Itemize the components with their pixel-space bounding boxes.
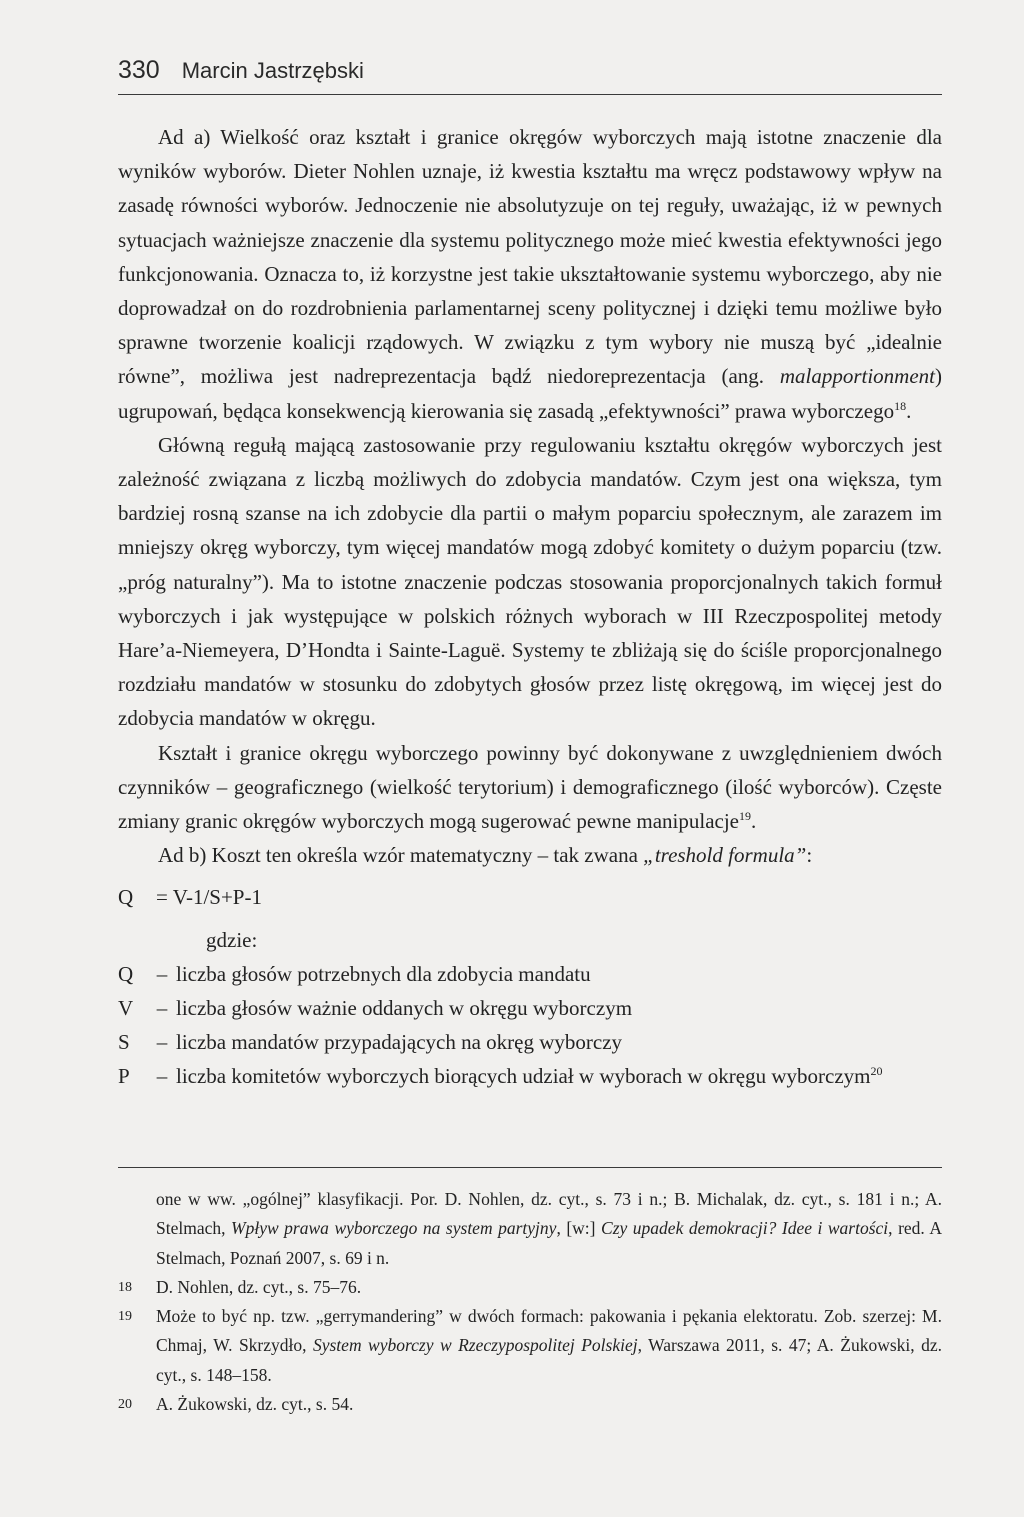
- footnote-ref-20[interactable]: 20: [870, 1064, 883, 1079]
- main-text: [118, 120, 942, 1094]
- footnote-ref-18[interactable]: 18: [894, 398, 907, 413]
- definition-p: P – liczba komitetów wyborczych biorących udział w wyborach w okręgu wyborczym$^{20}$: [118, 1064, 883, 1089]
- paragraph-ksztalt-granice: Kształt i granice okręgu wyborczego powinny być dokonywane z uwzględnieniem dwóch czynników – geograficznego (wielkość terytorium) i demograficznego (ilość wyborców). Częste zmiany granic okręgów wyborczych mogą sugerować pewne manipulacje$^{19}$.: [118, 740, 942, 834]
- formula-where: gdzie:: [206, 927, 258, 952]
- formula-lhs: Q: [118, 885, 134, 910]
- footnote-rule: [118, 1167, 942, 1168]
- paragraph-ad-a: Ad a) Wielkość oraz kształt i granice okręgów wyborczych mają istotne znaczenie dla wyników wyborów. Dieter Nohlen uznaje, iż kwestia kształtu ma wręcz podstawowy wpływ na zasadę równości wyborów. Jednoczenie nie absolutyzuje on tej reguły, uważając, iż w pewnych sytuacjach ważniejsze znaczenie dla systemu politycznego może mieć kwestia efektywności jego funkcjonowania. Oznacza to, iż korzystne jest takie ukształtowanie systemu wyborczego, aby nie doprowadzał on do rozdrobnienia parlamentarnej sceny politycznej i dzięki temu możliwe było sprawne tworzenie koalicji rządowych. W związku z tym wybory nie muszą być „idealnie równe”, możliwa jest nadreprezentacja bądź niedoreprezentacja (ang. malapportionment) ugrupowań, będąca konsekwencją kierowania się zasadą „efektywności” prawa wyborczego$^{18}$.: [118, 125, 942, 423]
- running-head: [118, 56, 942, 85]
- definition-v: V – liczba głosów ważnie oddanych w okręgu wyborczym: [118, 996, 633, 1021]
- formula-definitions: [118, 957, 942, 1094]
- footnote-18: 18 D. Nohlen, dz. cyt., s. 75–76.: [118, 1276, 362, 1297]
- footnote-ref-19[interactable]: 19: [739, 809, 752, 824]
- footnote-continuation: one w ww. „ogólnej” klasyfikacji. Por. D. Nohlen, dz. cyt., s. 73 i n.; B. Michalak, dz. cyt., s. 181 i n.; A. Stelmach, Wpływ prawa wyborczego na system partyjny, [w:] Czy upadek demokracji? Idee i wartości, red. A Stelmach, Poznań 2007, s. 69 i n.: [156, 1189, 942, 1268]
- formula: [118, 880, 942, 914]
- header-rule: [118, 94, 942, 95]
- footnotes: [118, 1185, 942, 1419]
- formula-rhs: = V-1/S+P-1: [156, 885, 262, 910]
- page-number: 330: [118, 56, 160, 84]
- term-malapportionment: malapportionment: [779, 364, 935, 389]
- term-treshold-formula: „treshold formula”: [643, 843, 807, 868]
- footnote-20: 20 A. Żukowski, dz. cyt., s. 54.: [118, 1394, 354, 1415]
- paragraph-glowna-regula: Główną regułą mającą zastosowanie przy regulowaniu kształtu okręgów wyborczych jest zależność związana z liczbą możliwych do zdobycia mandatów. Czym jest ona większa, tym bardziej rosną szanse na ich zdobycie dla partii o małym poparciu społecznym, ale zarazem im mniejszy okręg wyborczy, tym więcej mandatów mogą zdobyć komitety o dużym poparciu (tzw. „próg naturalny”). Ma to istotne znaczenie podczas stosowania proporcjonalnych takich formuł wyborczych i jak występujące w polskich różnych wyborach w III Rzeczpospolitej metody Hare’a-Niemeyera, D’Hondta i Sainte-Laguë. Systemy te zbliżają się do ściśle proporcjonalnego rozdziału mandatów w stosunku do zdobytych głosów przez listę okręgową, im więcej jest do zdobycia mandatów w okręgu.: [118, 432, 942, 731]
- footnote-19: 19 Może to być np. tzw. „gerrymandering” w dwóch formach: pakowania i pękania elektoratu. Zob. szerzej: M. Chmaj, W. Skrzydło, System wyborczy w Rzeczypospolitej Polskiej, Warszawa 2011, s. 47; A. Żukowski, dz. cyt., s. 148–158.: [118, 1306, 942, 1385]
- paragraph-ad-b: Ad b) Koszt ten określa wzór matematyczny – tak zwana „treshold formula”:: [158, 843, 813, 868]
- running-head-author: Marcin Jastrzębski: [181, 58, 364, 83]
- definition-s: S – liczba mandatów przypadających na okręg wyborczy: [118, 1030, 623, 1055]
- definition-q: Q – liczba głosów potrzebnych dla zdobycia mandatu: [118, 961, 591, 986]
